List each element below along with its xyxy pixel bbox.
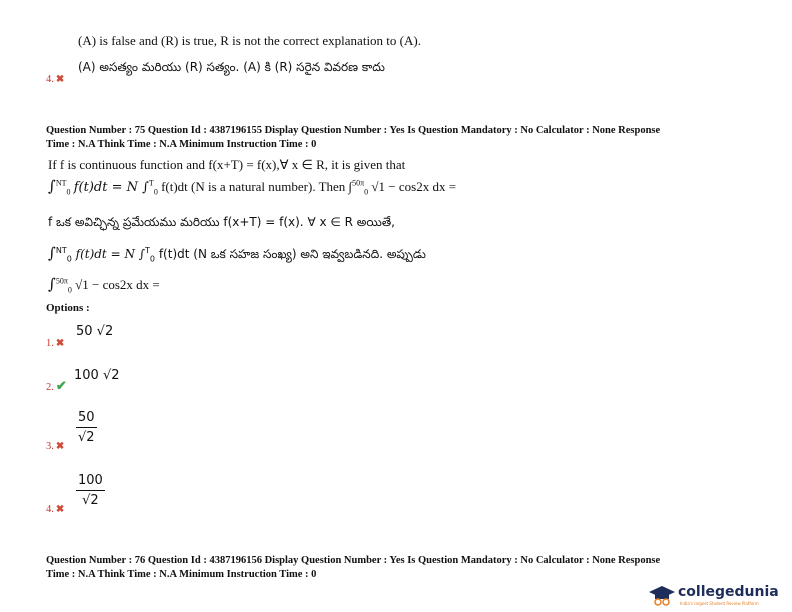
integral-expression: f(t)dt = N ∫ [73, 180, 149, 195]
option-3-denominator: √2 [77, 430, 95, 445]
prev-answer-telugu: (A) అసత్యం మరియు (R) సత్యం. (A) కి (R) సరైన వివరణ కాదు [78, 60, 385, 74]
prev-option-number [46, 74, 64, 85]
integral-sign: ∫ [48, 177, 56, 195]
option-4-fraction [76, 473, 105, 508]
cross-icon: ✖ [55, 441, 65, 452]
option-3-numerator: 50 [76, 410, 97, 428]
integral-text-then: f(t)dt (N is a natural number). Then ∫ [161, 179, 353, 194]
integral-lower-limit-2: 0 [153, 187, 158, 197]
option-3-number [46, 441, 64, 452]
integral-expression-te: f(t)dt = N ∫ [75, 247, 146, 261]
integral-lower-limit-3: 0 [364, 187, 369, 197]
integral-upper-limit-t: T [148, 178, 154, 188]
question-text-telugu-3 [48, 275, 160, 295]
option-2-text: 100 √2 [74, 368, 120, 383]
option-1-number [46, 338, 64, 349]
question-text-english-2 [48, 177, 456, 197]
question-text-telugu-1: f ఒక అవిచ్ఛిన్న ప్రమేయము మరియు f(x+T) = f(x). ∀ x ∈ R అయితే, [48, 215, 395, 229]
option-3-fraction [76, 410, 97, 445]
prev-answer-english: (A) is false and (R) is true, R is not the correct explanation to (A). [78, 33, 421, 48]
question-text-telugu-2 [48, 244, 426, 264]
option-4-denominator: √2 [82, 493, 99, 508]
integral-lower-limit-te: 0 [66, 254, 72, 264]
option-1-label: 1. [46, 338, 54, 349]
integral-lower-limit-2-te: 0 [149, 254, 155, 264]
option-4-label: 4. [46, 504, 54, 515]
integral-sqrt-expression: √1 − cos2x dx = [371, 179, 457, 194]
brand-watermark [648, 582, 788, 608]
integral-sign-te-3: ∫ [48, 275, 56, 293]
question-text-english-1: If f is continuous function and f(x+T) = f(x),∀ x ∈ R, it is given that [48, 157, 406, 172]
option-4-numerator: 100 [76, 473, 105, 491]
question-meta-line1: Question Number : 75 Question Id : 4387196155 Display Question Number : Yes Is Question Mandatory : No Calculator : None Response [46, 125, 661, 136]
option-4-number [46, 504, 64, 515]
option-2-label: 2. [46, 382, 54, 393]
integral-upper-limit-te: NT [55, 246, 67, 255]
next-question-meta-line2: Time : N.A Think Time : N.A Minimum Instruction Time : 0 [46, 569, 317, 580]
check-icon: ✔ [55, 378, 67, 393]
brand-tagline: India's largest Student Review Platform [680, 601, 759, 606]
option-3-label: 3. [46, 441, 54, 452]
option-1-text: 50 √2 [76, 324, 114, 339]
integral-lower-limit: 0 [66, 187, 71, 197]
cross-icon: ✖ [55, 74, 65, 85]
graduation-cap-icon [648, 584, 676, 606]
integral-upper-limit-t-te: T [145, 246, 150, 255]
options-label: Options : [46, 302, 90, 314]
integral-text-telugu: f(t)dt (N ఒక సహజ సంఖ్య) అని ఇవ్వబడినది. అప్పుడు [158, 247, 426, 261]
option-2-number [46, 378, 67, 394]
fraction [76, 410, 97, 445]
integral-upper-limit-50pi: 50π [352, 178, 365, 188]
integral-upper-limit: NT [55, 178, 67, 188]
brand-name: collegedunia [678, 584, 779, 600]
fraction [76, 473, 105, 508]
integral-lower-limit-3-te: 0 [67, 285, 72, 295]
cross-icon: ✖ [55, 338, 65, 349]
prev-option-number-label: 4. [46, 74, 54, 85]
integral-upper-limit-50pi-te: 50π [55, 276, 68, 286]
cross-icon: ✖ [55, 504, 65, 515]
integral-sign-te: ∫ [48, 244, 56, 262]
next-question-meta-line1: Question Number : 76 Question Id : 4387196156 Display Question Number : Yes Is Question Mandatory : No Calculator : None Response [46, 555, 661, 566]
integral-sqrt-expression-te: √1 − cos2x dx = [75, 277, 160, 292]
question-meta-line2: Time : N.A Think Time : N.A Minimum Instruction Time : 0 [46, 139, 317, 150]
